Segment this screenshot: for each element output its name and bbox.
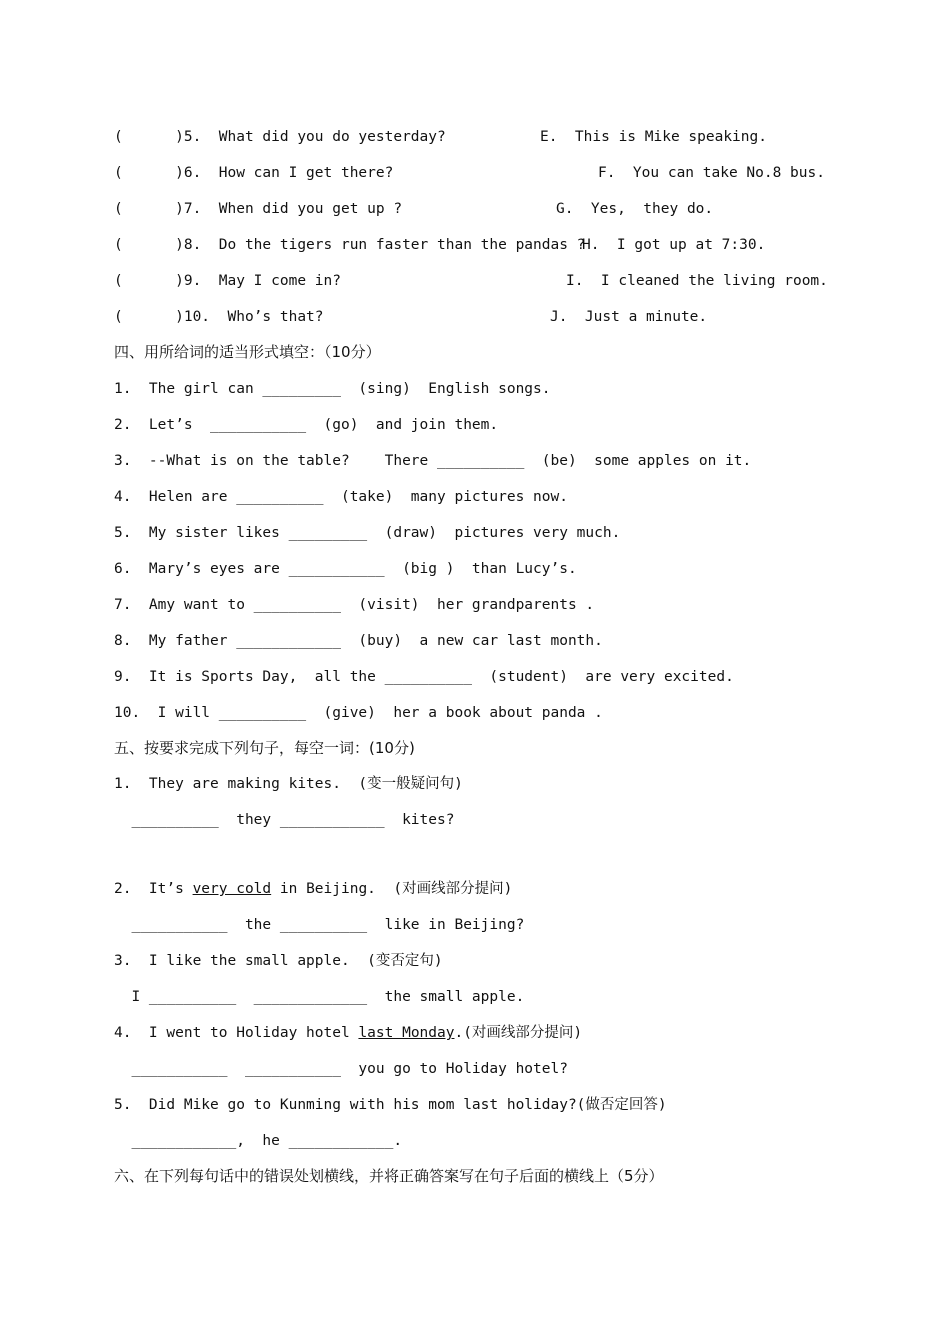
- fill-item-9: 9. It is Sports Day, all the __________ (student) are very excited.: [114, 669, 734, 685]
- section-4-heading: 四、用所给词的适当形式填空：（10分）: [114, 343, 381, 361]
- q2-underlined: very cold: [192, 881, 272, 897]
- matching-answer-g: G. Yes, they do.: [556, 201, 714, 217]
- transform-question-5: 5. Did Mike go to Kunming with his mom last holiday?(做否定回答): [114, 1097, 667, 1113]
- matching-question-5: ( )5. What did you do yesterday?: [114, 129, 446, 145]
- transform-question-1: 1. They are making kites. (变一般疑问句): [114, 776, 463, 792]
- transform-answer-3: I __________ _____________ the small apple.: [114, 989, 525, 1005]
- matching-answer-f: F. You can take No.8 bus.: [598, 165, 825, 181]
- transform-answer-1: __________ they ____________ kites?: [114, 812, 455, 828]
- fill-item-4: 4. Helen are __________ (take) many pictures now.: [114, 489, 568, 505]
- fill-item-8: 8. My father ____________ (buy) a new car last month.: [114, 633, 603, 649]
- matching-question-8: ( )8. Do the tigers run faster than the pandas ?: [114, 237, 586, 253]
- matching-question-6: ( )6. How can I get there?: [114, 165, 394, 181]
- transform-question-3: 3. I like the small apple. (变否定句): [114, 953, 443, 969]
- fill-item-10: 10. I will __________ (give) her a book about panda .: [114, 705, 603, 721]
- section-5-heading: 五、按要求完成下列句子，每空一词：(10分): [114, 739, 415, 757]
- section-6-heading: 六、在下列每句话中的错误处划横线，并将正确答案写在句子后面的横线上（5分）: [114, 1167, 664, 1185]
- matching-answer-i: I. I cleaned the living room.: [566, 273, 828, 289]
- q2-suffix: in Beijing. (对画线部分提问): [271, 881, 513, 897]
- transform-answer-5: ____________, he ____________.: [114, 1133, 403, 1149]
- matching-answer-h: H. I got up at 7:30.: [582, 237, 766, 253]
- fill-item-2: 2. Let’s ___________ (go) and join them.: [114, 417, 499, 433]
- matching-question-7: ( )7. When did you get up ?: [114, 201, 403, 217]
- transform-answer-4: ___________ ___________ you go to Holiday hotel?: [114, 1061, 568, 1077]
- matching-answer-e: E. This is Mike speaking.: [540, 129, 767, 145]
- transform-question-4: [114, 1023, 582, 1043]
- fill-item-3: 3. --What is on the table? There __________ (be) some apples on it.: [114, 453, 752, 469]
- transform-answer-2: ___________ the __________ like in Beijing?: [114, 917, 525, 933]
- q2-prefix: 2. It’s: [114, 881, 193, 897]
- fill-item-7: 7. Amy want to __________ (visit) her grandparents .: [114, 597, 595, 613]
- q4-suffix: .(对画线部分提问): [454, 1025, 583, 1041]
- matching-question-9: ( )9. May I come in?: [114, 273, 341, 289]
- q4-prefix: 4. I went to Holiday hotel: [114, 1025, 359, 1041]
- fill-item-5: 5. My sister likes _________ (draw) pictures very much.: [114, 525, 621, 541]
- matching-question-10: ( )10. Who’s that?: [114, 309, 324, 325]
- fill-item-1: 1. The girl can _________ (sing) English songs.: [114, 381, 551, 397]
- fill-item-6: 6. Mary’s eyes are ___________ (big ) than Lucy’s.: [114, 561, 577, 577]
- transform-question-2: [114, 879, 512, 899]
- q4-underlined: last Monday: [358, 1025, 455, 1041]
- matching-answer-j: J. Just a minute.: [550, 309, 708, 325]
